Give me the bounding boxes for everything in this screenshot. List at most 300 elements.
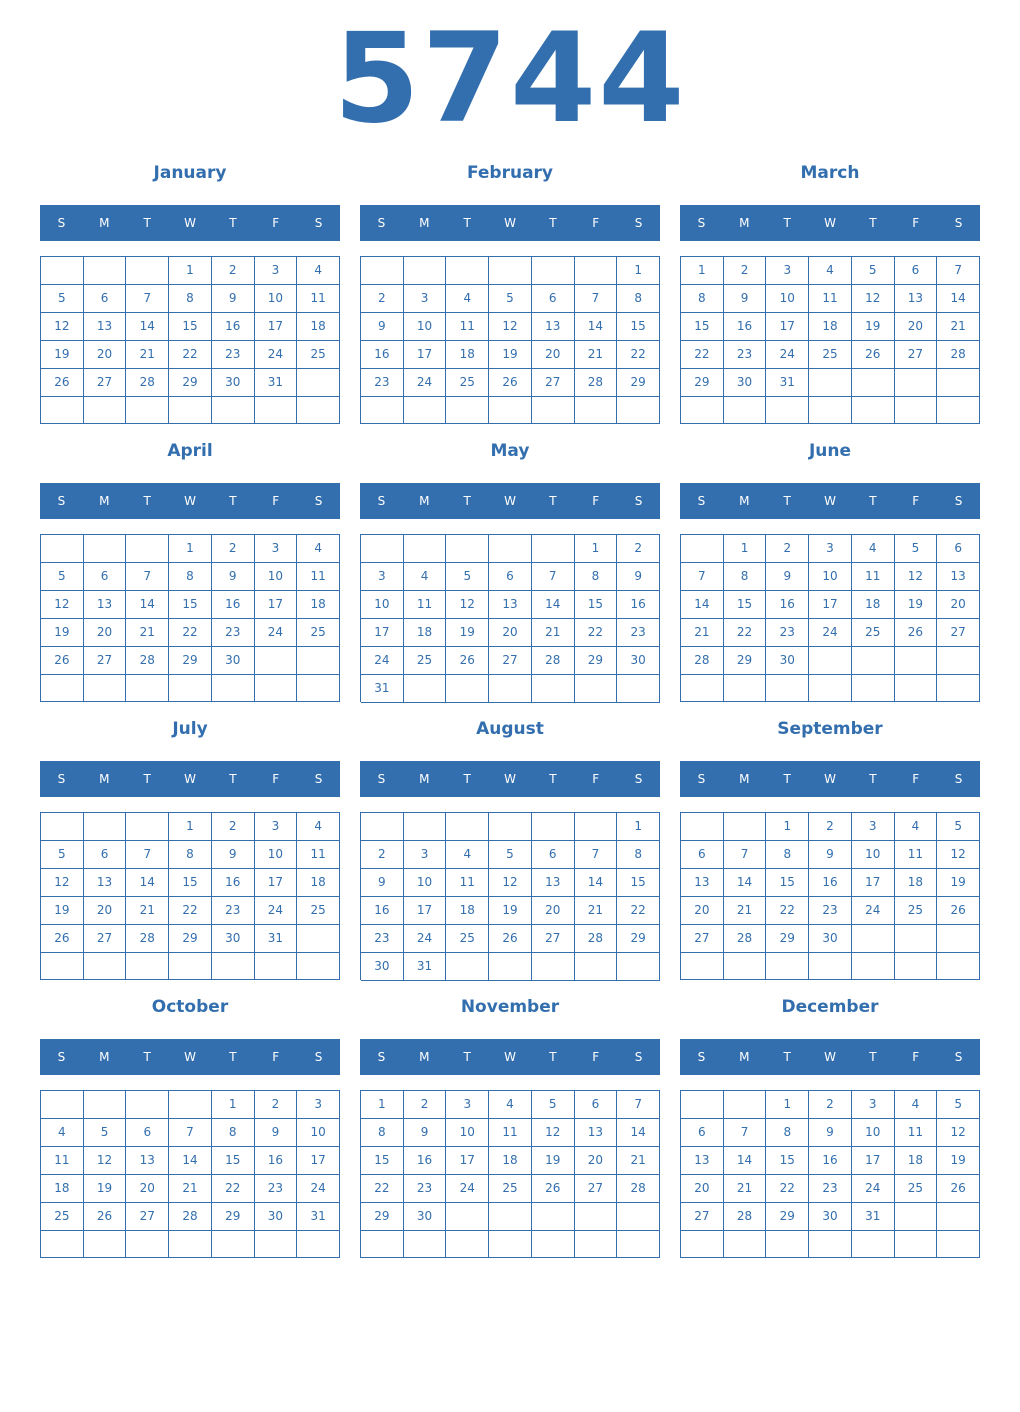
empty-cell — [297, 925, 340, 953]
empty-cell — [617, 675, 660, 703]
empty-cell — [361, 397, 404, 424]
day-cell: 25 — [489, 1175, 532, 1203]
weekday-label: F — [912, 494, 920, 508]
weekday-label: T — [869, 494, 877, 508]
empty-cell — [681, 813, 724, 841]
day-cell: 2 — [361, 285, 404, 313]
weekday-label: M — [419, 1050, 430, 1064]
day-cell: 8 — [169, 285, 212, 313]
empty-cell — [681, 953, 724, 980]
day-cell: 9 — [809, 841, 852, 869]
weekday-label: W — [504, 772, 516, 786]
day-cell: 8 — [681, 285, 724, 313]
empty-cell — [255, 1231, 298, 1258]
day-cell: 16 — [809, 1147, 852, 1175]
day-cell: 27 — [84, 369, 127, 397]
day-cell: 7 — [575, 841, 618, 869]
day-cell: 27 — [84, 925, 127, 953]
day-cell: 4 — [297, 535, 340, 563]
day-cell: 29 — [169, 925, 212, 953]
empty-cell — [809, 675, 852, 702]
day-cell: 22 — [212, 1175, 255, 1203]
day-cell: 6 — [126, 1119, 169, 1147]
day-cell: 23 — [361, 369, 404, 397]
empty-cell — [895, 397, 938, 424]
month-title: December — [781, 997, 879, 1017]
day-cell: 20 — [937, 591, 980, 619]
day-cell: 2 — [361, 841, 404, 869]
day-cell: 26 — [41, 369, 84, 397]
day-cell: 12 — [489, 869, 532, 897]
day-cell: 12 — [41, 313, 84, 341]
day-cell: 9 — [212, 841, 255, 869]
day-cell: 21 — [937, 313, 980, 341]
day-cell: 5 — [937, 1091, 980, 1119]
empty-cell — [84, 1091, 127, 1119]
day-cell: 27 — [84, 647, 127, 675]
day-cell: 20 — [681, 1175, 724, 1203]
day-cell: 28 — [575, 925, 618, 953]
empty-cell — [212, 675, 255, 702]
day-cell: 15 — [617, 869, 660, 897]
empty-cell — [809, 397, 852, 424]
day-cell: 27 — [489, 647, 532, 675]
day-cell: 17 — [361, 619, 404, 647]
day-cell: 23 — [212, 341, 255, 369]
day-cell: 6 — [84, 841, 127, 869]
day-cell: 13 — [937, 563, 980, 591]
empty-cell — [361, 1231, 404, 1258]
empty-cell — [297, 397, 340, 424]
empty-cell — [297, 953, 340, 980]
day-cell: 11 — [895, 1119, 938, 1147]
weekday-label: S — [314, 1050, 323, 1064]
day-cell: 26 — [489, 925, 532, 953]
day-cell: 18 — [404, 619, 447, 647]
day-cell: 2 — [617, 535, 660, 563]
day-cell: 7 — [575, 285, 618, 313]
day-cell: 5 — [41, 841, 84, 869]
empty-cell — [489, 397, 532, 424]
weekday-label: S — [377, 772, 386, 786]
day-cell: 13 — [84, 313, 127, 341]
weekday-header — [360, 205, 660, 241]
day-cell: 18 — [446, 897, 489, 925]
weekday-label: S — [697, 1050, 706, 1064]
empty-cell — [809, 1231, 852, 1258]
day-cell: 28 — [169, 1203, 212, 1231]
day-cell: 9 — [617, 563, 660, 591]
empty-cell — [895, 369, 938, 397]
empty-cell — [361, 257, 404, 285]
weekday-label: F — [592, 1050, 600, 1064]
weekday-header — [680, 761, 980, 797]
day-cell: 31 — [255, 925, 298, 953]
weekday-label: T — [229, 216, 237, 230]
empty-cell — [852, 397, 895, 424]
weekday-label: T — [229, 772, 237, 786]
weekday-label: S — [697, 216, 706, 230]
empty-cell — [212, 397, 255, 424]
empty-cell — [766, 675, 809, 702]
empty-cell — [724, 953, 767, 980]
weekday-label: M — [99, 216, 110, 230]
day-cell: 24 — [446, 1175, 489, 1203]
weekday-header — [40, 761, 340, 797]
day-cell: 8 — [766, 841, 809, 869]
weekday-label: T — [783, 494, 791, 508]
day-cell: 24 — [852, 1175, 895, 1203]
empty-cell — [575, 675, 618, 703]
day-grid — [40, 1090, 340, 1258]
weekday-label: T — [229, 494, 237, 508]
empty-cell — [617, 397, 660, 424]
day-cell: 7 — [617, 1091, 660, 1119]
day-cell: 21 — [575, 341, 618, 369]
empty-cell — [937, 953, 980, 980]
empty-cell — [446, 675, 489, 703]
day-cell: 18 — [297, 591, 340, 619]
weekday-header — [360, 483, 660, 519]
day-cell: 24 — [297, 1175, 340, 1203]
day-cell: 4 — [852, 535, 895, 563]
day-cell: 1 — [169, 257, 212, 285]
day-cell: 3 — [255, 813, 298, 841]
day-cell: 12 — [84, 1147, 127, 1175]
empty-cell — [575, 1203, 618, 1231]
empty-cell — [169, 1091, 212, 1119]
weekday-label: F — [912, 772, 920, 786]
day-cell: 7 — [126, 841, 169, 869]
weekday-label: W — [824, 494, 836, 508]
day-grid — [360, 534, 660, 702]
day-cell: 22 — [575, 619, 618, 647]
day-cell: 2 — [809, 1091, 852, 1119]
day-cell: 12 — [532, 1119, 575, 1147]
day-cell: 24 — [404, 369, 447, 397]
day-cell: 13 — [681, 869, 724, 897]
day-cell: 28 — [681, 647, 724, 675]
weekday-label: W — [504, 216, 516, 230]
empty-cell — [297, 675, 340, 702]
day-cell: 22 — [724, 619, 767, 647]
day-cell: 6 — [84, 285, 127, 313]
weekday-label: W — [184, 494, 196, 508]
day-cell: 14 — [169, 1147, 212, 1175]
empty-cell — [489, 257, 532, 285]
day-cell: 20 — [532, 897, 575, 925]
empty-cell — [84, 675, 127, 702]
day-cell: 10 — [852, 1119, 895, 1147]
day-cell: 23 — [617, 619, 660, 647]
weekday-label: T — [549, 1050, 557, 1064]
weekday-label: T — [783, 772, 791, 786]
empty-cell — [404, 675, 447, 703]
weekday-label: W — [184, 1050, 196, 1064]
day-cell: 14 — [617, 1119, 660, 1147]
month-title: July — [172, 719, 208, 739]
day-cell: 28 — [937, 341, 980, 369]
day-cell: 23 — [212, 897, 255, 925]
empty-cell — [84, 535, 127, 563]
day-grid — [680, 812, 980, 980]
day-cell: 25 — [895, 897, 938, 925]
month-title: October — [151, 997, 229, 1017]
day-cell: 3 — [446, 1091, 489, 1119]
day-cell: 4 — [404, 563, 447, 591]
day-cell: 20 — [895, 313, 938, 341]
day-cell: 23 — [809, 897, 852, 925]
empty-cell — [937, 647, 980, 675]
day-cell: 30 — [212, 647, 255, 675]
empty-cell — [404, 813, 447, 841]
day-cell: 2 — [766, 535, 809, 563]
empty-cell — [532, 1231, 575, 1258]
day-cell: 26 — [895, 619, 938, 647]
weekday-label: S — [697, 494, 706, 508]
weekday-label: T — [869, 216, 877, 230]
empty-cell — [126, 813, 169, 841]
day-cell: 28 — [126, 647, 169, 675]
day-cell: 23 — [724, 341, 767, 369]
day-cell: 20 — [681, 897, 724, 925]
empty-cell — [126, 1091, 169, 1119]
empty-cell — [446, 397, 489, 424]
month-title: May — [490, 441, 530, 461]
weekday-label: M — [739, 494, 750, 508]
empty-cell — [84, 813, 127, 841]
day-grid — [360, 256, 660, 424]
empty-cell — [724, 1231, 767, 1258]
month-title: April — [167, 441, 213, 461]
day-cell: 16 — [212, 591, 255, 619]
day-cell: 2 — [404, 1091, 447, 1119]
day-cell: 28 — [724, 925, 767, 953]
day-cell: 4 — [446, 841, 489, 869]
day-cell: 23 — [361, 925, 404, 953]
day-cell: 25 — [297, 897, 340, 925]
empty-cell — [681, 675, 724, 702]
day-cell: 15 — [169, 591, 212, 619]
day-cell: 4 — [809, 257, 852, 285]
day-cell: 13 — [532, 869, 575, 897]
day-cell: 9 — [724, 285, 767, 313]
day-cell: 30 — [724, 369, 767, 397]
day-cell: 14 — [126, 591, 169, 619]
empty-cell — [84, 953, 127, 980]
weekday-label: T — [143, 494, 151, 508]
weekday-label: M — [419, 772, 430, 786]
weekday-label: T — [783, 216, 791, 230]
day-cell: 2 — [255, 1091, 298, 1119]
weekday-label: T — [463, 1050, 471, 1064]
day-cell: 1 — [617, 813, 660, 841]
day-cell: 15 — [724, 591, 767, 619]
empty-cell — [41, 1231, 84, 1258]
day-cell: 10 — [255, 841, 298, 869]
day-cell: 22 — [766, 897, 809, 925]
day-cell: 24 — [404, 925, 447, 953]
day-cell: 28 — [126, 925, 169, 953]
day-cell: 29 — [617, 925, 660, 953]
empty-cell — [41, 257, 84, 285]
weekday-header — [680, 1039, 980, 1075]
day-cell: 8 — [361, 1119, 404, 1147]
day-cell: 8 — [617, 841, 660, 869]
day-cell: 3 — [809, 535, 852, 563]
empty-cell — [41, 535, 84, 563]
day-cell: 19 — [489, 341, 532, 369]
empty-cell — [297, 369, 340, 397]
weekday-label: F — [272, 772, 280, 786]
day-cell: 10 — [766, 285, 809, 313]
day-cell: 24 — [255, 619, 298, 647]
empty-cell — [532, 535, 575, 563]
day-cell: 20 — [84, 619, 127, 647]
day-cell: 23 — [212, 619, 255, 647]
day-cell: 19 — [937, 1147, 980, 1175]
day-cell: 22 — [766, 1175, 809, 1203]
day-cell: 11 — [297, 841, 340, 869]
day-cell: 21 — [681, 619, 724, 647]
day-cell: 1 — [212, 1091, 255, 1119]
day-cell: 3 — [255, 257, 298, 285]
day-cell: 27 — [532, 369, 575, 397]
empty-cell — [404, 257, 447, 285]
day-cell: 26 — [41, 925, 84, 953]
day-cell: 5 — [446, 563, 489, 591]
empty-cell — [255, 397, 298, 424]
empty-cell — [852, 675, 895, 702]
day-cell: 6 — [532, 285, 575, 313]
day-cell: 24 — [255, 341, 298, 369]
empty-cell — [404, 397, 447, 424]
day-cell: 14 — [126, 869, 169, 897]
day-cell: 28 — [617, 1175, 660, 1203]
empty-cell — [681, 1231, 724, 1258]
weekday-label: T — [143, 1050, 151, 1064]
weekday-label: S — [57, 1050, 66, 1064]
empty-cell — [575, 813, 618, 841]
weekday-label: F — [272, 494, 280, 508]
empty-cell — [404, 1231, 447, 1258]
empty-cell — [169, 1231, 212, 1258]
day-cell: 11 — [297, 285, 340, 313]
day-cell: 26 — [489, 369, 532, 397]
empty-cell — [489, 1231, 532, 1258]
day-cell: 6 — [681, 1119, 724, 1147]
weekday-label: S — [377, 1050, 386, 1064]
empty-cell — [41, 953, 84, 980]
empty-cell — [617, 1231, 660, 1258]
day-cell: 31 — [361, 675, 404, 703]
day-grid — [360, 1090, 660, 1258]
weekday-label: F — [912, 1050, 920, 1064]
day-cell: 1 — [169, 813, 212, 841]
day-cell: 22 — [169, 897, 212, 925]
weekday-label: S — [697, 772, 706, 786]
weekday-label: S — [634, 216, 643, 230]
day-cell: 9 — [361, 869, 404, 897]
weekday-label: S — [377, 494, 386, 508]
day-cell: 2 — [212, 257, 255, 285]
day-cell: 16 — [809, 869, 852, 897]
empty-cell — [681, 1091, 724, 1119]
empty-cell — [41, 397, 84, 424]
day-cell: 8 — [169, 563, 212, 591]
day-cell: 20 — [126, 1175, 169, 1203]
empty-cell — [169, 675, 212, 702]
day-cell: 4 — [41, 1119, 84, 1147]
day-cell: 25 — [809, 341, 852, 369]
day-cell: 8 — [169, 841, 212, 869]
empty-cell — [446, 953, 489, 981]
empty-cell — [255, 675, 298, 702]
day-cell: 5 — [41, 563, 84, 591]
empty-cell — [41, 813, 84, 841]
day-cell: 21 — [617, 1147, 660, 1175]
weekday-header — [680, 483, 980, 519]
empty-cell — [852, 953, 895, 980]
weekday-label: M — [419, 494, 430, 508]
day-cell: 8 — [724, 563, 767, 591]
empty-cell — [446, 813, 489, 841]
day-grid — [40, 534, 340, 702]
weekday-label: F — [912, 216, 920, 230]
weekday-label: M — [419, 216, 430, 230]
empty-cell — [937, 675, 980, 702]
weekday-label: S — [634, 772, 643, 786]
empty-cell — [84, 397, 127, 424]
day-cell: 11 — [489, 1119, 532, 1147]
day-cell: 12 — [41, 591, 84, 619]
day-cell: 16 — [617, 591, 660, 619]
day-cell: 22 — [617, 341, 660, 369]
day-cell: 12 — [937, 841, 980, 869]
day-cell: 24 — [766, 341, 809, 369]
day-cell: 12 — [895, 563, 938, 591]
weekday-label: S — [634, 494, 643, 508]
weekday-label: F — [592, 772, 600, 786]
weekday-label: T — [463, 772, 471, 786]
day-cell: 7 — [532, 563, 575, 591]
day-cell: 28 — [532, 647, 575, 675]
empty-cell — [41, 675, 84, 702]
day-cell: 2 — [212, 813, 255, 841]
day-cell: 4 — [297, 813, 340, 841]
weekday-label: F — [272, 1050, 280, 1064]
empty-cell — [895, 925, 938, 953]
day-cell: 10 — [809, 563, 852, 591]
day-cell: 27 — [895, 341, 938, 369]
day-cell: 31 — [852, 1203, 895, 1231]
empty-cell — [809, 647, 852, 675]
day-cell: 7 — [126, 563, 169, 591]
weekday-label: T — [783, 1050, 791, 1064]
day-cell: 4 — [895, 813, 938, 841]
empty-cell — [169, 953, 212, 980]
weekday-label: W — [824, 1050, 836, 1064]
day-cell: 30 — [617, 647, 660, 675]
day-cell: 30 — [809, 1203, 852, 1231]
day-cell: 21 — [532, 619, 575, 647]
day-cell: 17 — [766, 313, 809, 341]
day-cell: 29 — [169, 369, 212, 397]
empty-cell — [84, 1231, 127, 1258]
empty-cell — [446, 1231, 489, 1258]
empty-cell — [681, 397, 724, 424]
weekday-label: T — [549, 494, 557, 508]
